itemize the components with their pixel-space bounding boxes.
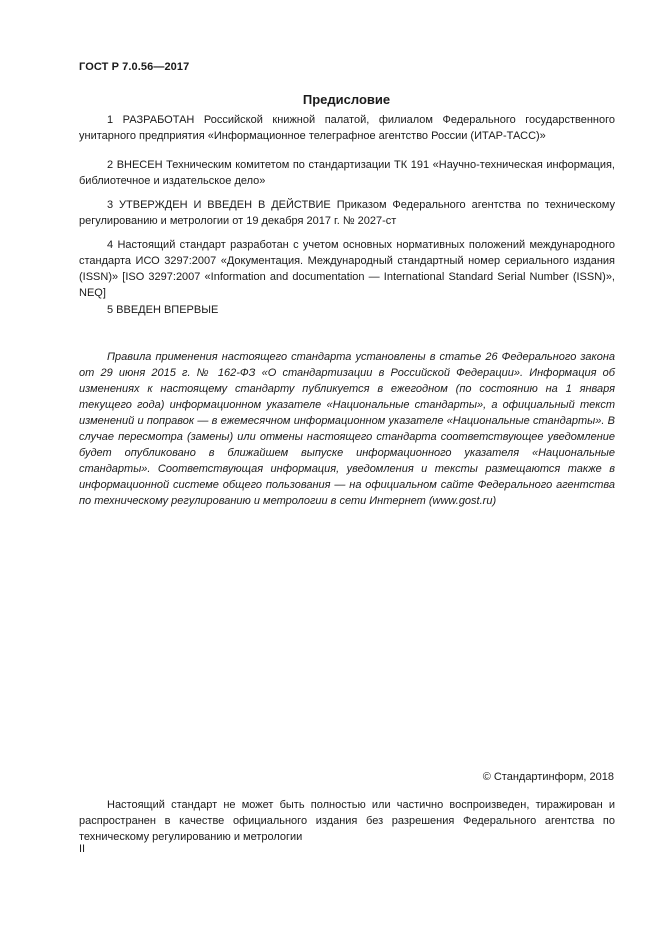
document-code: ГОСТ Р 7.0.56—2017: [79, 61, 190, 73]
foreword-item-4: 4 Настоящий стандарт разработан с учетом основных нормативных положений международного стандарта ИСО 3297:2007 «Документация. Международный стандартный номер сериального издания (ISSN)» [ISO 3297:2007 «Information and documentation — International Standard Serial Number (ISSN)», NEQ]: [79, 239, 615, 299]
foreword-item-5: 5 ВВЕДЕН ВПЕРВЫЕ: [107, 304, 219, 316]
foreword-item-1: 1 РАЗРАБОТАН Российской книжной палатой, филиалом Федерального государственного унитарного предприятия «Информационное телеграфное агентство России (ИТАР-ТАСС)»: [79, 114, 615, 142]
foreword-item-2: 2 ВНЕСЕН Техническим комитетом по стандартизации ТК 191 «Научно-техническая информация, библиотечное и издательское дело»: [79, 159, 615, 187]
copyright-notice: © Стандартинформ, 2018: [482, 771, 614, 783]
application-rules-notice: Правила применения настоящего стандарта установлены в статье 26 Федерального закона от 29 июня 2015 г. № 162-ФЗ «О стандартизации в Российской Федерации». Информация об изменениях к настоящему стандарту публикуется в ежегодном (по состоянию на 1 января текущего года) информационном указателе «Национальные стандарты», а официальный текст изменений и поправок — в ежемесячном информационном указателе «Национальные стандарты». В случае пересмотра (замены) или отмены настоящего стандарта соответствующее уведомление будет опубликовано в ближайшем выпуске информационного указателя «Национальные стандарты». Соответствующая информация, уведомления и тексты размещаются также в информационной системе общего пользования — на официальном сайте Федерального агентства по техническому регулированию и метрологии в сети Интернет (www.gost.ru): [79, 351, 615, 507]
reproduction-notice: Настоящий стандарт не может быть полностью или частично воспроизведен, тиражирован и распространен в качестве официального издания без разрешения Федерального агентства по техническому регулированию и метрологии: [79, 799, 615, 843]
page-number: II: [79, 843, 86, 855]
page-title: Предисловие: [302, 92, 391, 107]
foreword-item-3: 3 УТВЕРЖДЕН И ВВЕДЕН В ДЕЙСТВИЕ Приказом Федерального агентства по техническому регулированию и метрологии от 19 декабря 2017 г. № 2027-ст: [79, 199, 615, 227]
